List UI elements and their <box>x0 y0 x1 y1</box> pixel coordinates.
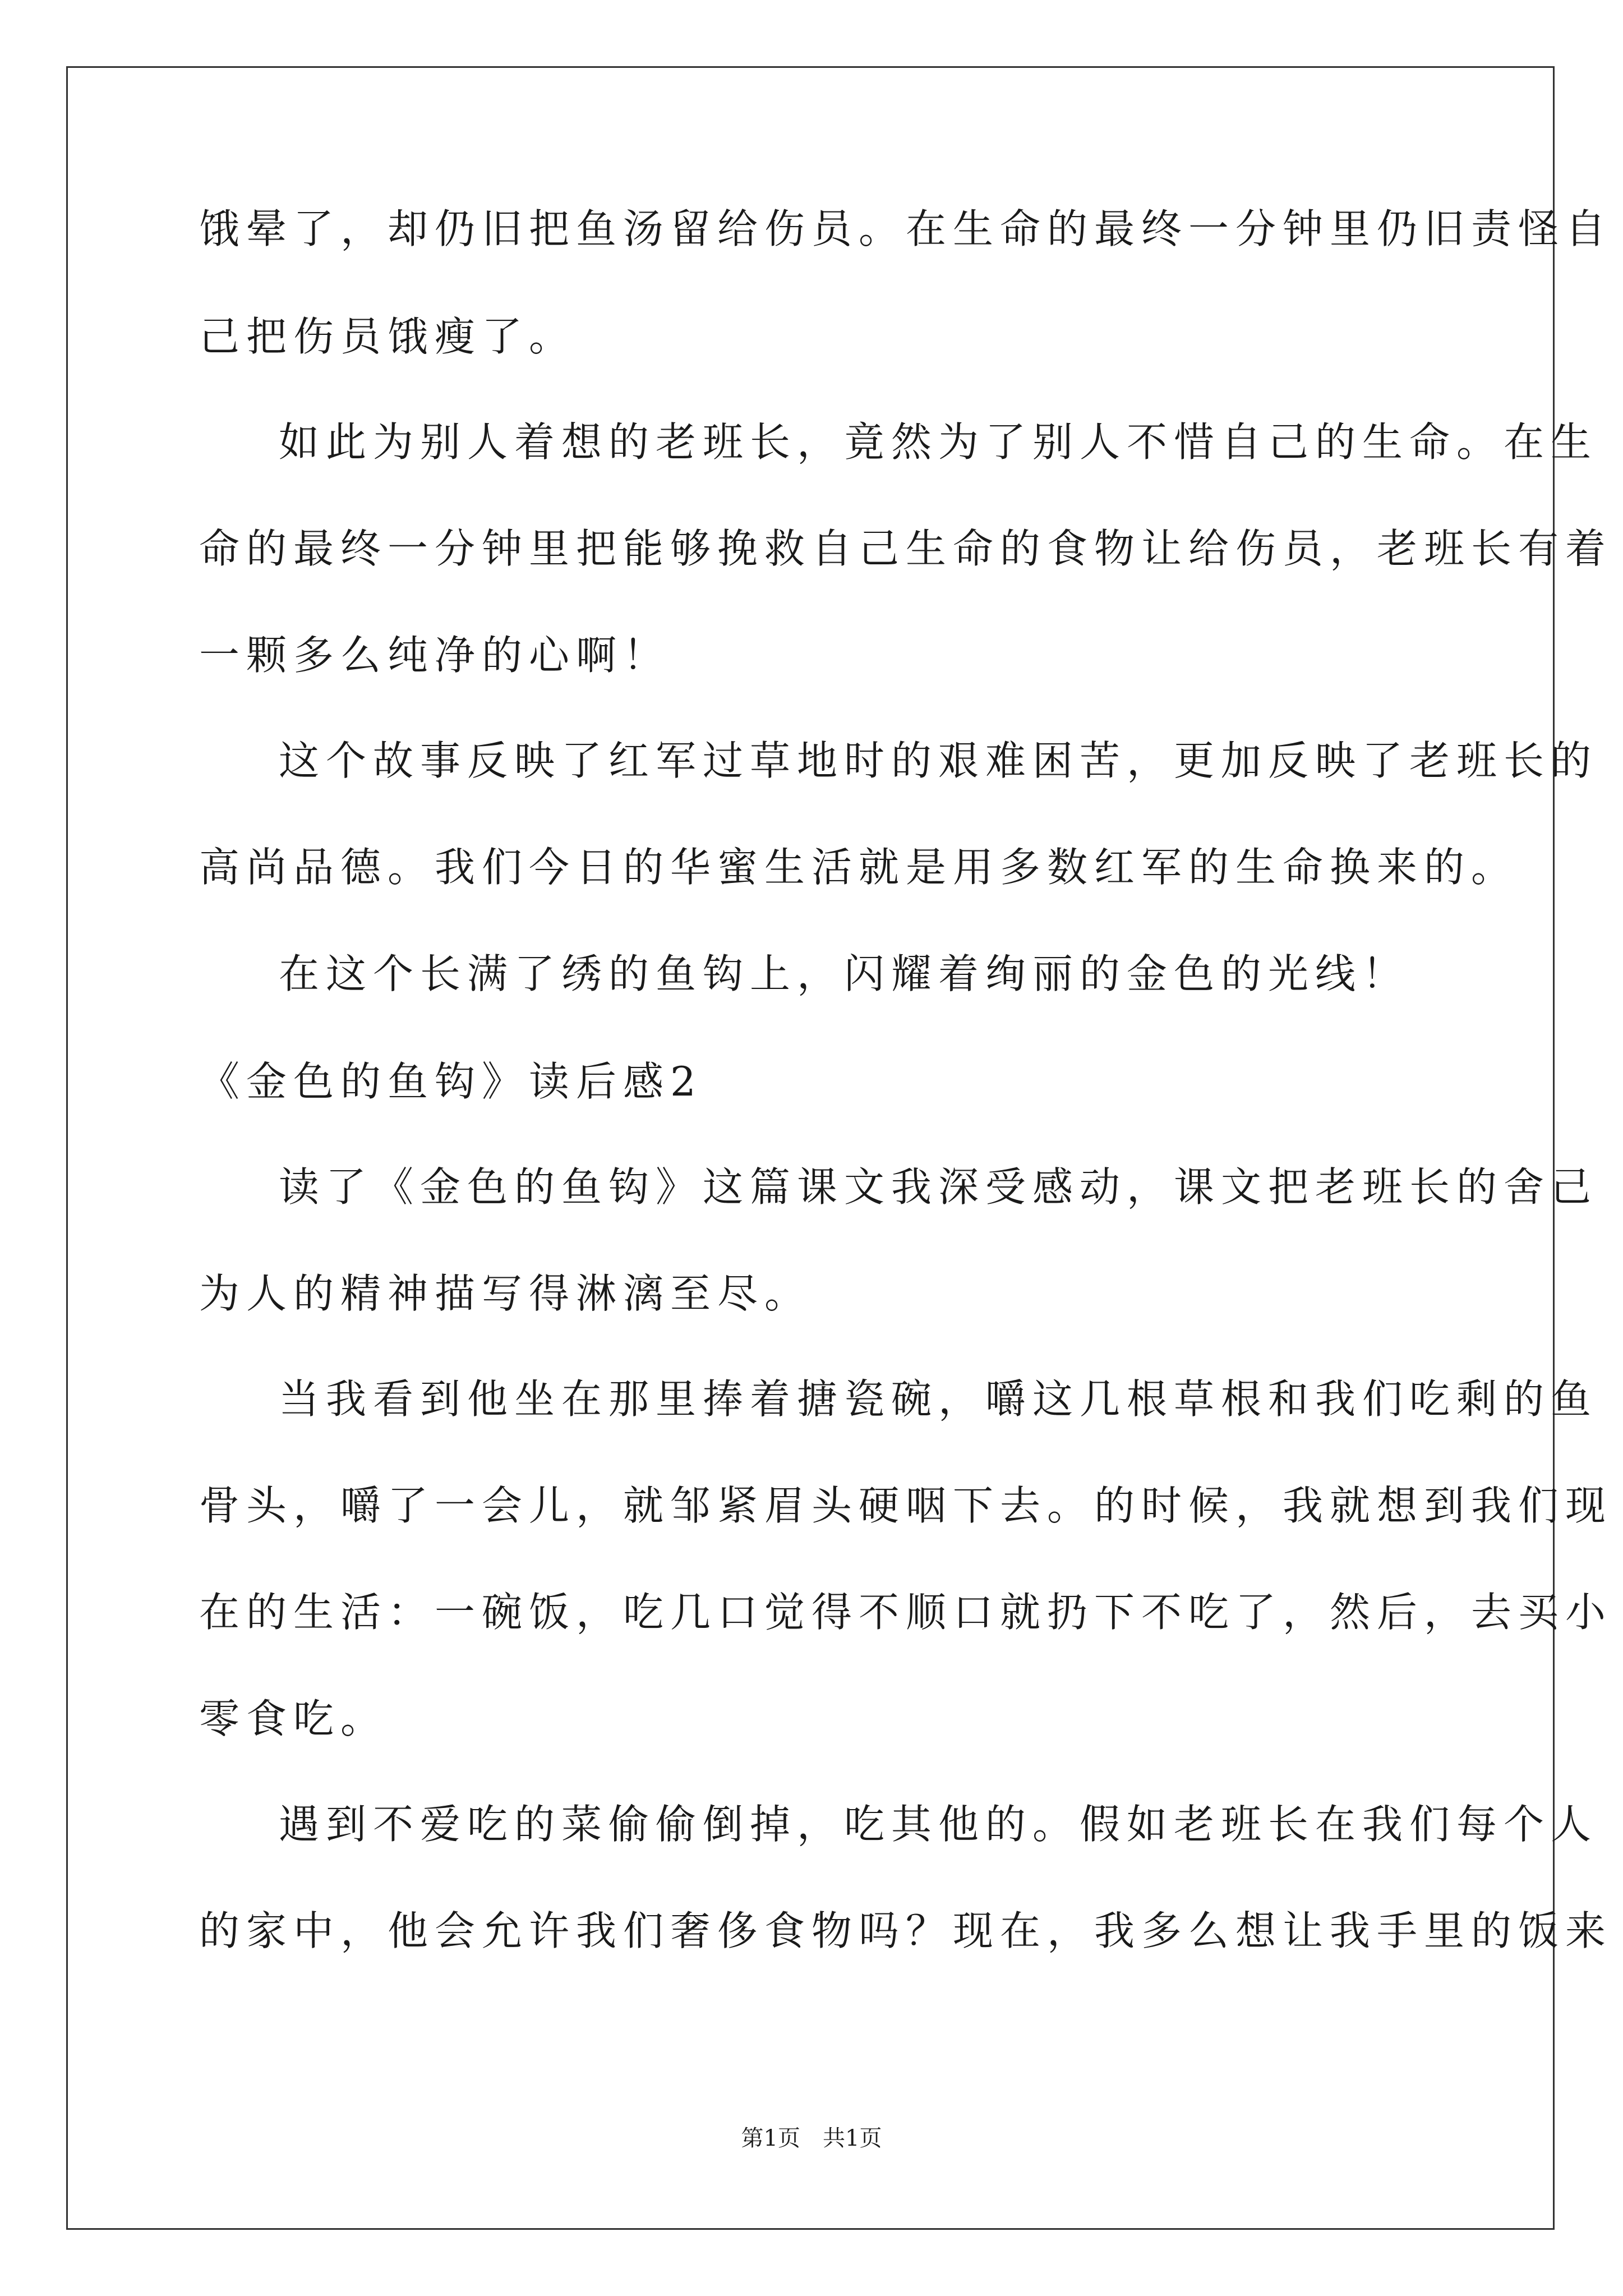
paragraph-start-line: 这个故事反映了红军过草地时的艰难困苦，更加反映了老班长的 <box>279 737 1598 784</box>
text-line: 在的生活：一碗饭，吃几口觉得不顺口就扔下不吃了，然后，去买小 <box>199 1589 1613 1636</box>
paragraph-start-line: 在这个长满了绣的鱼钩上，闪耀着绚丽的金色的光线！ <box>279 950 1410 997</box>
page-border <box>66 66 1555 2230</box>
text-line: 的家中，他会允许我们奢侈食物吗？现在，我多么想让我手里的饭来 <box>199 1907 1613 1954</box>
text-line: 一颗多么纯净的心啊！ <box>199 632 671 679</box>
text-line: 为人的精神描写得淋漓至尽。 <box>199 1270 812 1317</box>
text-line: 零食吃。 <box>199 1695 388 1742</box>
paragraph-start-line: 遇到不爱吃的菜偷偷倒掉，吃其他的。假如老班长在我们每个人 <box>279 1801 1598 1848</box>
paragraph-start-line: 当我看到他坐在那里捧着搪瓷碗，嚼这几根草根和我们吃剩的鱼 <box>279 1375 1598 1423</box>
text-line: 饿晕了，却仍旧把鱼汤留给伤员。在生命的最终一分钟里仍旧责怪自 <box>199 205 1613 252</box>
text-line: 命的最终一分钟里把能够挽救自己生命的食物让给伤员，老班长有着 <box>199 525 1613 572</box>
page-footer: 第1页 共1页 <box>741 2125 882 2151</box>
section-heading: 《金色的鱼钩》读后感2 <box>199 1058 703 1105</box>
text-line: 高尚品德。我们今日的华蜜生活就是用多数红军的生命换来的。 <box>199 844 1519 891</box>
paragraph-start-line: 如此为别人着想的老班长，竟然为了别人不惜自己的生命。在生 <box>279 418 1598 466</box>
text-line: 骨头，嚼了一会儿，就邹紧眉头硬咽下去。的时候，我就想到我们现 <box>199 1482 1613 1529</box>
text-line: 己把伤员饿瘦了。 <box>199 313 577 360</box>
paragraph-start-line: 读了《金色的鱼钩》这篇课文我深受感动，课文把老班长的舍己 <box>279 1163 1598 1211</box>
